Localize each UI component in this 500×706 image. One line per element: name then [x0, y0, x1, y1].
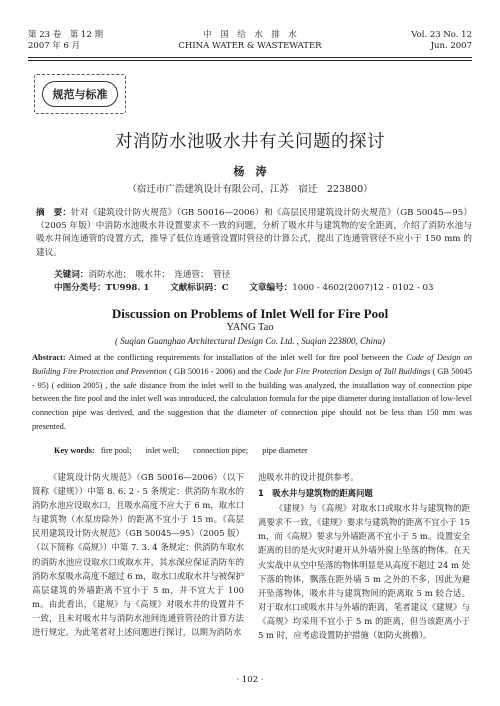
body-paragraph: 《建规》与《高规》对取水口或取水井与建筑物的距离要求不一致，《建规》要求与建筑物的距离不宜小于 15 m，而《高规》要求与外墙距离不宜小于 5 m。设置安全距离的目的是火灾时避开从外墙外窗上坠落的物体。在天火实战中从空中坠落的物体明显是从高度不超过 24 m 处下落的物体，飘落在距外墙 5 m 之外的不多，因此为避开坠落物体，吸水井与建筑物间的距离取 5 m 较合适。对于取水口或吸水井与外墙的距离，笔者建议《建规》与《高规》均采用不宜小于 5 m 的距离，但当该距离小于 5 m 时，应考虑设置防护措施（如防火挑檐）。	[258, 503, 470, 641]
article-title: 对消防水池吸水井有关问题的探讨	[115, 132, 385, 152]
body-column-left	[32, 470, 244, 639]
body-column-right	[258, 470, 470, 642]
journal-name-en: CHINA WATER & WASTEWATER	[178, 41, 322, 51]
journal-volume-issue: 第 23 卷 第 12 期	[28, 30, 103, 40]
section-badge	[34, 74, 126, 114]
journal-name-cn: 中 国 给 水 排 水	[203, 30, 297, 40]
journal-date-en: Jun. 2007	[430, 41, 472, 51]
english-keywords	[54, 446, 320, 455]
clc-label: 中图分类号：	[54, 283, 106, 293]
doc-code-label: 文献标识码：	[170, 283, 222, 293]
english-keywords-label: Key words:	[54, 446, 95, 455]
keywords-cn-text: 消防水池； 吸水井； 连通管； 管径	[88, 270, 231, 280]
body-paragraph-continued: 池吸水井的设计提供参考。	[258, 472, 359, 482]
header-rule-thin	[28, 60, 472, 61]
author-affiliation: （宿迁市广浩建筑设计有限公司，江苏 宿迁 223800）	[127, 184, 373, 195]
journal-date-cn: 2007 年 6 月	[28, 41, 81, 51]
english-abstract-code-1: Code of Design on Building Fire Protection and Prevention	[32, 353, 472, 376]
english-abstract-code-2: Code for Fire Protection Design of Tall Buildings	[264, 366, 431, 376]
journal-volume-info	[28, 30, 103, 52]
doc-code-value: C	[221, 283, 229, 293]
english-abstract-text-2: ( GB 50016 - 2006) and the	[166, 366, 265, 376]
journal-volume-info-en	[411, 30, 472, 52]
body-paragraph: 《建筑设计防火规范》（GB 50016—2006）（以下简称《建规》）中第 8. 6. 2 - 5 条规定：供消防车取水的消防水池应设取水口，且吸水高度不应大于 6 m，取水口与建筑物（水泵房除外）的距离不宜小于 15 m。《高层民用建筑设计防火规范》（GB 50045—95）（2005 版）（以下简称《高规》）中第 7. 3. 4 条规定：供消防车取水的消防水池应设取水口或取水井，其水深应保证消防车的消防水泵吸水高度不超过 6 m，取水口或取水井与被保护高层建筑的外墙距离不宜小于 5 m，并不宜大于 100 m。由此看出，《建规》与《高规》对吸水井的设置并不一致，且未对吸水井与消防水池间连通管管径的计算方法进行规定。为此笔者对上述问题进行探讨，以期为消防水	[32, 472, 245, 638]
keywords-cn	[54, 268, 230, 280]
keywords-cn-label: 关键词：	[54, 270, 89, 280]
english-keyword: fire pool;	[100, 446, 132, 455]
classification-row	[54, 281, 474, 293]
section-badge-label: 规范与标准	[52, 88, 108, 101]
journal-name	[150, 30, 350, 52]
clc-value: TU998. 1	[105, 283, 150, 293]
english-abstract-text-1: Aimed at the conflicting requirements for installation of the inlet well for fire pool between the	[65, 353, 407, 362]
abstract-cn-label: 摘 要：	[36, 208, 72, 218]
abstract-cn	[36, 207, 472, 260]
journal-volume-issue-en: Vol. 23 No. 12	[411, 30, 472, 40]
abstract-cn-text: 针对《建筑设计防火规范》（GB 50016—2006）和《高层民用建筑设计防火规范》（GB 50045—95）（2005 年版）中消防水池吸水井设置要求不一致的问题，分析了吸水井与建筑物的安全距离，介绍了消防水池与吸水井间连通管的设置方式，推导了低位连通管设置时管径的计算公式，提出了连通管管径不应小于 150 mm 的建议。	[36, 208, 472, 258]
english-title: Discussion on Problems of Inlet Well for Fire Pool	[111, 306, 389, 321]
author-name: 杨 涛	[233, 165, 267, 178]
page-number: · 102 ·	[236, 675, 264, 685]
article-no-label: 文章编号：	[249, 283, 293, 293]
english-keyword: pipe diameter	[262, 446, 308, 455]
article-no-value: 1000 - 4602(2007)12 - 0102 - 03	[292, 283, 434, 293]
english-abstract-text-3: ( GB 50045 - 95) ( edition 2005) , the safe distance from the inlet well to the building was analyzed, the installation way of connection pipe between the fire pool and the inlet well was introduced, the calculation formula for the pipe diameter during installation of low-level connection pipe was derived, and the suggestion that the diameter of connection pipe should not be less than 150 mm was presented.	[32, 366, 472, 431]
english-keyword: connection pipe;	[193, 446, 249, 455]
english-author: YANG Tao	[226, 322, 274, 333]
section-heading: 1 吸水井与建筑物的距离问题	[258, 488, 373, 499]
header-rule	[28, 57, 472, 58]
english-abstract-label: Abstract:	[32, 353, 66, 362]
english-keyword: inlet well;	[145, 446, 180, 455]
english-affiliation: ( Suqian Guanghao Architectural Design Co. Ltd. , Suqian 223800, China)	[115, 336, 385, 346]
english-abstract	[32, 351, 472, 434]
